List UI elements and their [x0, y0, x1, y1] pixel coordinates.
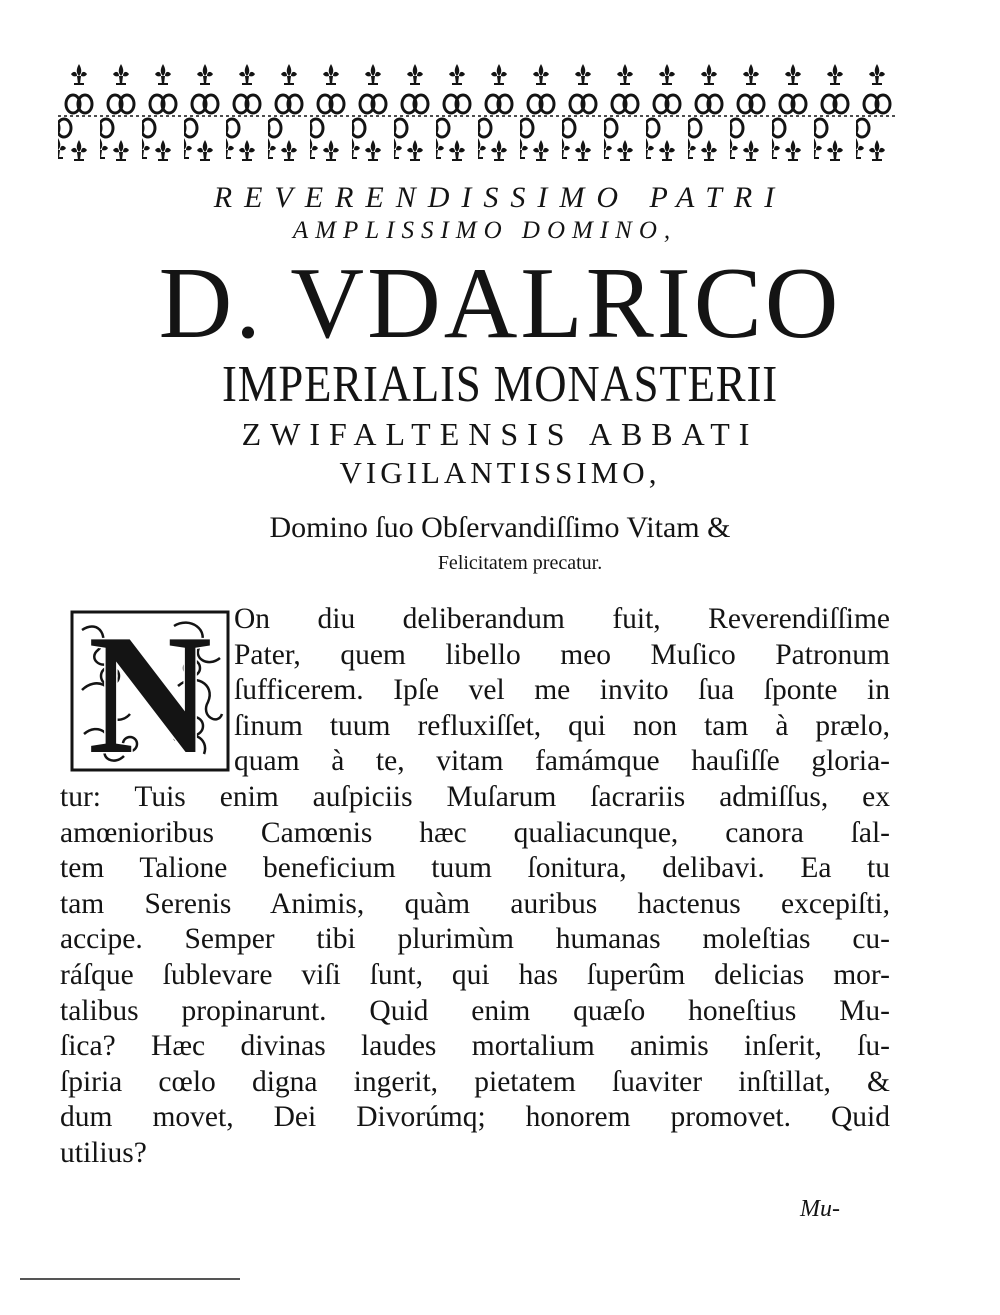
- body-line: ſinum tuum refluxiſſet, qui non tam à prælo,: [234, 709, 890, 742]
- initial-letter: N: [87, 610, 213, 772]
- body-line: ſica? Hæc divinas laudes mortalium animis inſerit, ſu-: [60, 1030, 890, 1063]
- dedication-heading: [50, 180, 950, 576]
- heading-line-3: D. VDALRICO: [158, 247, 842, 360]
- page-edge-rule: [20, 1278, 240, 1280]
- body-line: ſpiria cœlo digna ingerit, pietatem ſuaviter inſtillat, &: [60, 1065, 890, 1098]
- body-line: ráſque ſublevare viſi ſunt, qui has ſuperûm delicias mor-: [60, 958, 890, 991]
- body-line: On diu deliberandum fuit, Reverendiſſime: [234, 603, 890, 635]
- body-line: utilius?: [60, 1136, 147, 1169]
- heading-line-1: REVERENDISSIMO PATRI: [213, 181, 787, 214]
- heading-line-8: Felicitatem precatur.: [437, 552, 603, 574]
- body-line: talibus propinarunt. Quid enim quæſo honeſtius Mu-: [60, 994, 890, 1027]
- body-line: tem Talione beneficium tuum ſonitura, delibavi. Ea tu: [60, 852, 890, 885]
- body-line: Pater, quem libello meo Muſico Patronum: [234, 638, 890, 671]
- catchword: Mu-: [800, 1196, 840, 1222]
- heading-line-7: Domino ſuo Obſervandiſſimo Vitam &: [269, 511, 731, 544]
- body-line: dum movet, Dei Divorúmq; honorem promovet. Quid: [60, 1101, 890, 1134]
- body-line: amœnioribus Camœnis hæc qualiacunque, canora ſal-: [60, 816, 890, 849]
- fleuron-ornament-band: [58, 62, 898, 162]
- heading-line-4: IMPERIALIS MONASTERII: [222, 356, 778, 413]
- body-line: quam à te, vitam famámque hauſiſſe gloria-: [234, 745, 890, 778]
- heading-line-5: ZWIFALTENSIS ABBATI: [241, 416, 759, 452]
- heading-line-2: AMPLISSIMO DOMINO,: [292, 217, 678, 244]
- heading-line-6: VIGILANTISSIMO,: [339, 455, 661, 490]
- body-line: tur: Tuis enim auſpiciis Muſarum ſacrariis admiſſus, ex: [60, 780, 890, 813]
- body-line: accipe. Semper tibi plurimùm humanas moleſtias cu-: [60, 923, 890, 956]
- body-line: ſufficerem. Ipſe vel me invito ſua ſponte in: [234, 674, 890, 707]
- dedication-body: [60, 602, 890, 1172]
- body-line: tam Serenis Animis, quàm auribus hactenus excepiſti,: [60, 887, 890, 920]
